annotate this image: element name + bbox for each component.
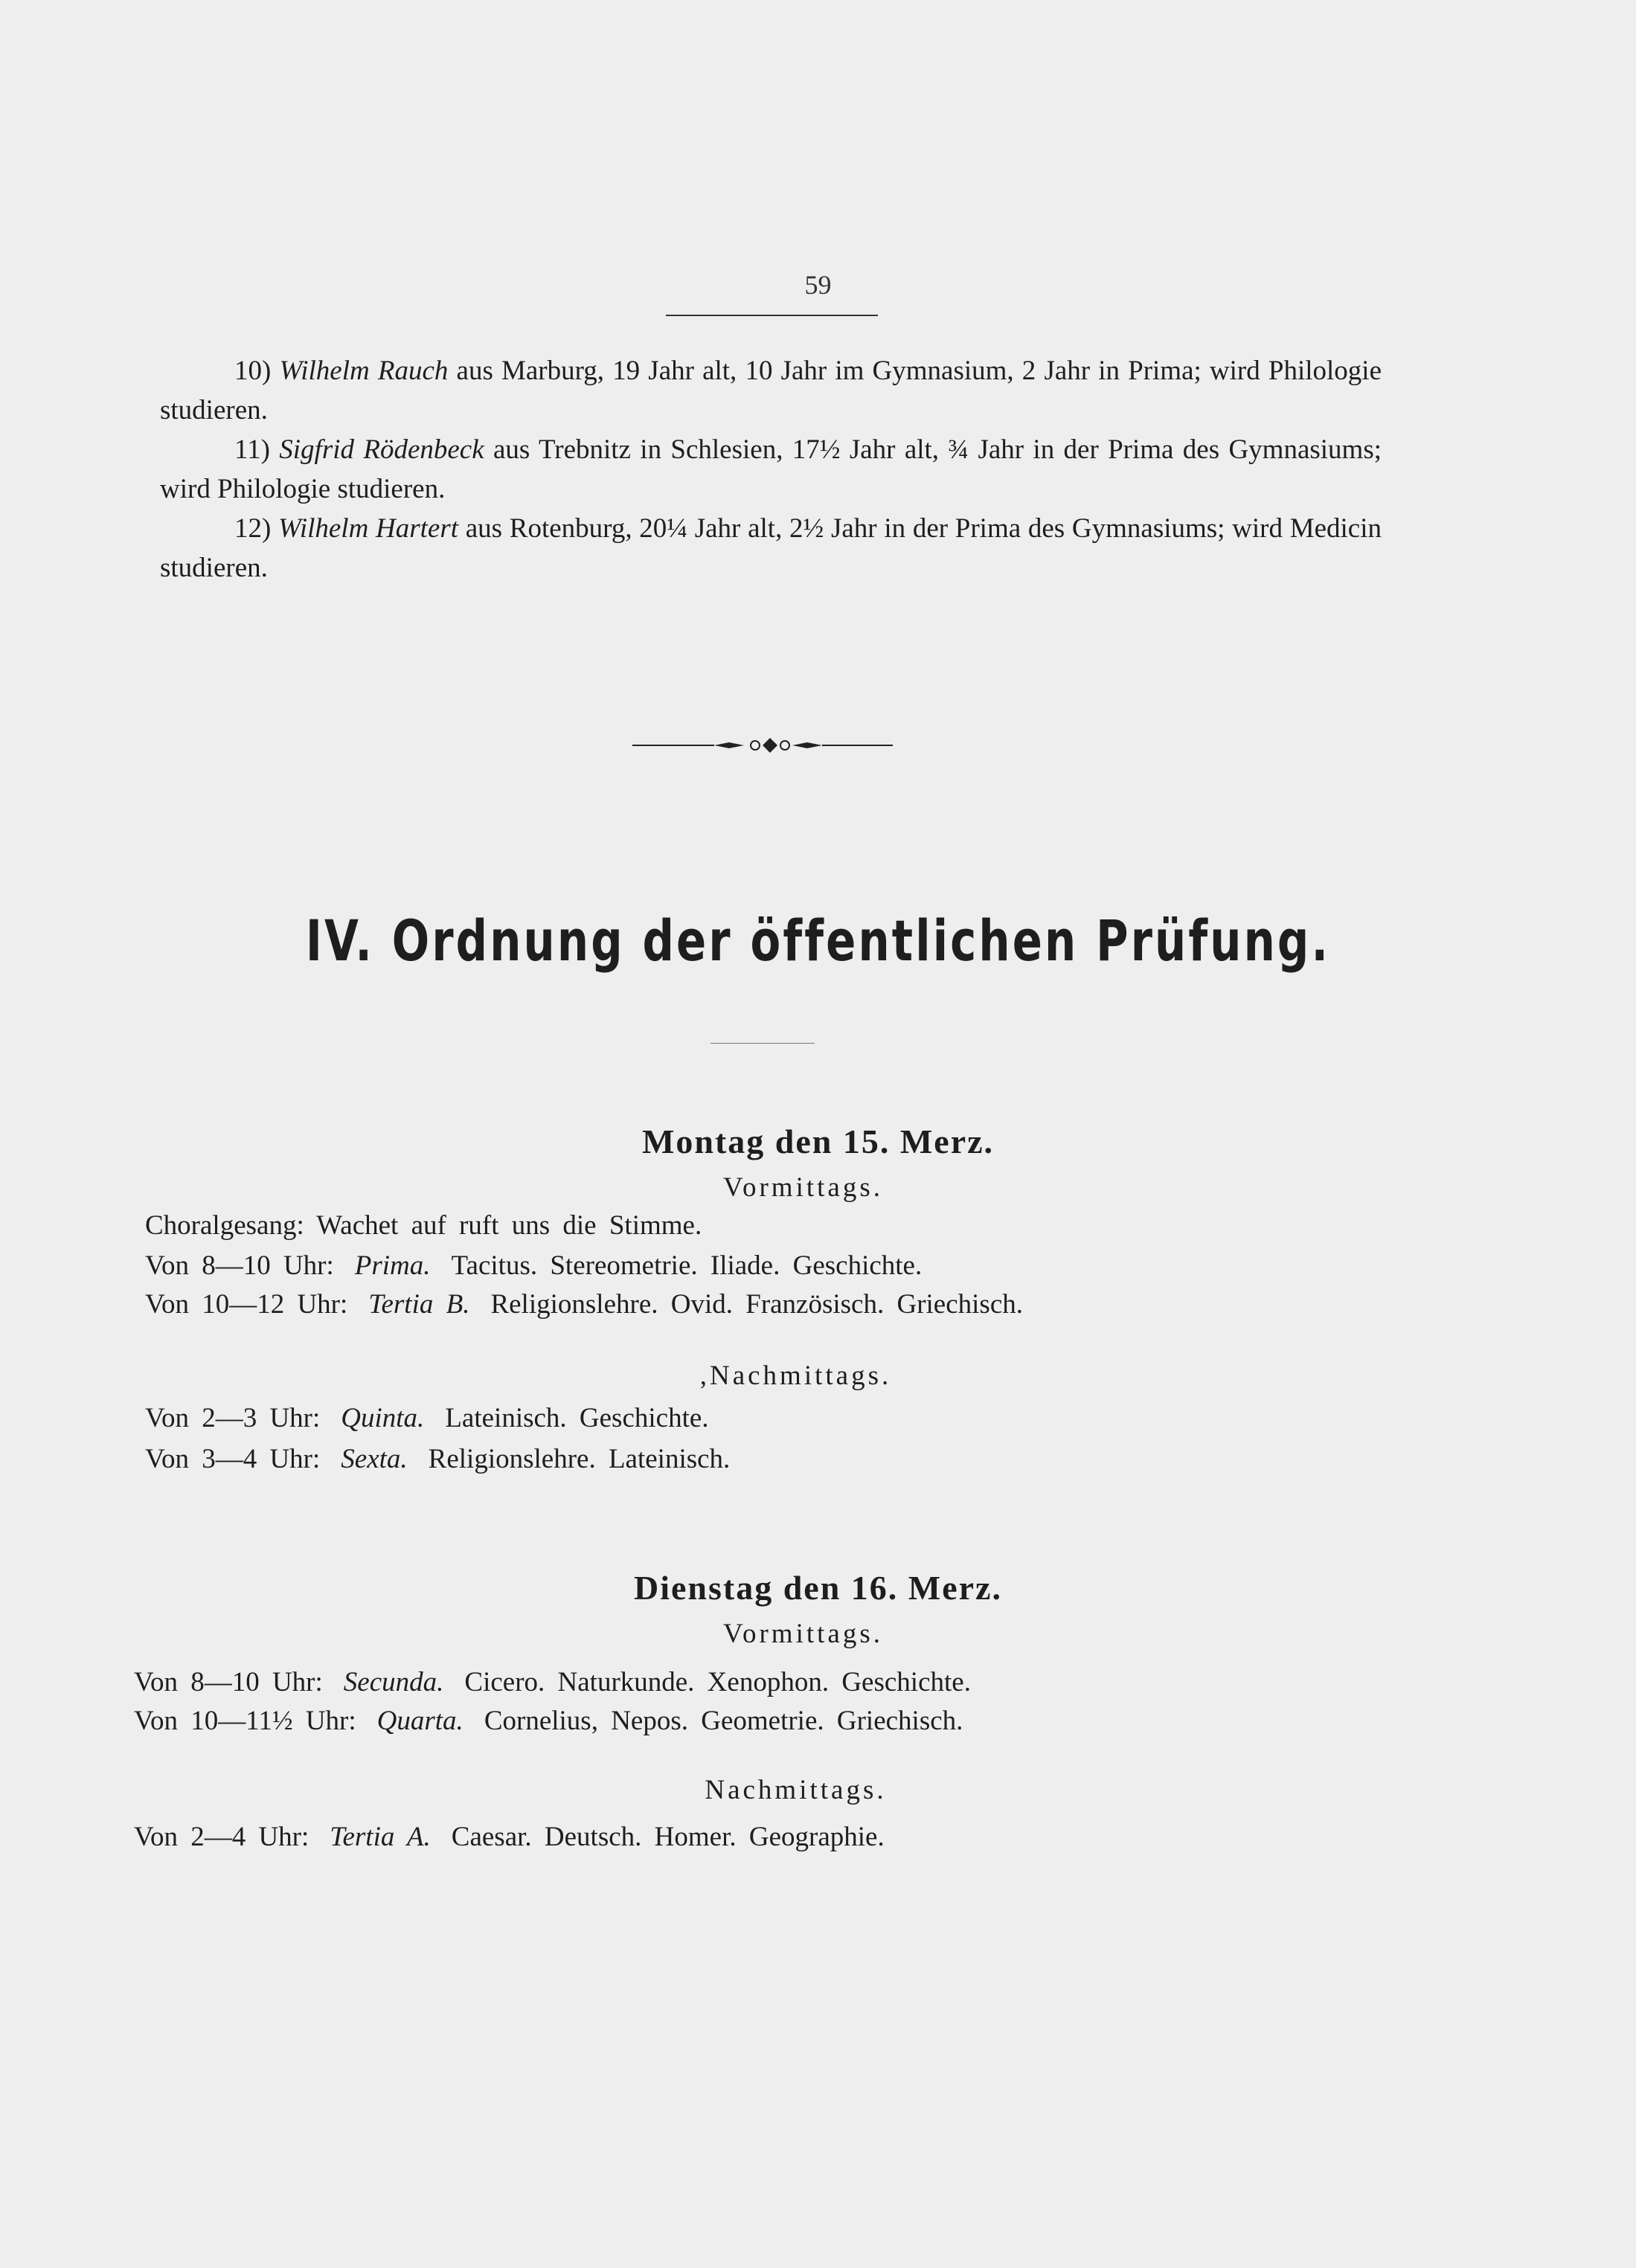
row-class: Prima. bbox=[354, 1250, 431, 1281]
row-subjects: Lateinisch. Geschichte. bbox=[445, 1403, 709, 1433]
schedule-row bbox=[134, 1821, 905, 1853]
row-time: Von 8—10 Uhr: bbox=[145, 1250, 334, 1281]
row-class: Secunda. bbox=[343, 1667, 444, 1697]
entry-name: Wilhelm Hartert bbox=[278, 513, 459, 544]
afternoon-label: ,Nachmittags. bbox=[699, 1361, 892, 1391]
row-time: Von 10—12 Uhr: bbox=[145, 1289, 348, 1320]
choral-line: Choralgesang: Wachet auf ruft uns die Stimme. bbox=[145, 1210, 702, 1241]
schedule-row bbox=[145, 1443, 751, 1475]
entry-12 bbox=[160, 509, 1382, 588]
afternoon-label: Nachmittags. bbox=[705, 1775, 887, 1805]
row-time: Von 2—3 Uhr: bbox=[145, 1403, 321, 1433]
entry-text: aus Marburg, 19 Jahr alt, 10 Jahr im Gymnasium, 2 Jahr in Prima; wird Philologie studieren. bbox=[160, 356, 1382, 425]
row-time: Von 2—4 Uhr: bbox=[134, 1822, 309, 1852]
morning-label: Vormittags. bbox=[723, 1172, 883, 1203]
section-title: IV. Ordnung der öffentlichen Prüfung. bbox=[305, 907, 1331, 974]
row-time: Von 8—10 Uhr: bbox=[134, 1667, 323, 1697]
row-subjects: Religionslehre. Lateinisch. bbox=[428, 1444, 731, 1474]
entry-text: aus Rotenburg, 20¼ Jahr alt, 2½ Jahr in der Prima des Gymnasiums; wird Medicin studieren. bbox=[160, 513, 1382, 583]
entry-number: 11) bbox=[234, 434, 270, 465]
schedule-row bbox=[134, 1666, 992, 1698]
entry-list bbox=[160, 351, 1382, 588]
entry-number: 12) bbox=[234, 513, 272, 544]
row-time: Von 10—11½ Uhr: bbox=[134, 1706, 356, 1736]
entry-text: aus Trebnitz in Schlesien, 17½ Jahr alt, ¾ Jahr in der Prima des Gymnasiums; wird Philologie studieren. bbox=[160, 434, 1382, 504]
row-subjects: Cicero. Naturkunde. Xenophon. Geschichte. bbox=[464, 1667, 971, 1697]
morning-label: Vormittags. bbox=[723, 1619, 883, 1649]
entry-number: 10) bbox=[234, 356, 272, 386]
day-title: Montag den 15. Merz. bbox=[641, 1122, 995, 1160]
row-class: Sexta. bbox=[341, 1444, 408, 1474]
entry-10 bbox=[160, 351, 1382, 430]
row-subjects: Tacitus. Stereometrie. Iliade. Geschichte. bbox=[451, 1250, 923, 1281]
row-subjects: Cornelius, Nepos. Geometrie. Griechisch. bbox=[484, 1706, 963, 1736]
row-class: Tertia B. bbox=[368, 1289, 470, 1320]
row-subjects: Religionslehre. Ovid. Französisch. Griechisch. bbox=[490, 1289, 1023, 1320]
section-rule bbox=[710, 1043, 815, 1044]
entry-11 bbox=[160, 430, 1382, 509]
row-time: Von 3—4 Uhr: bbox=[145, 1444, 321, 1474]
row-class: Tertia A. bbox=[330, 1822, 431, 1852]
schedule-row bbox=[145, 1250, 943, 1282]
ornament-divider bbox=[632, 734, 893, 756]
schedule-row bbox=[145, 1402, 730, 1434]
row-class: Quarta. bbox=[376, 1706, 463, 1736]
page-number-rule bbox=[666, 315, 878, 316]
schedule-row bbox=[134, 1705, 984, 1737]
entry-name: Wilhelm Rauch bbox=[279, 356, 449, 386]
schedule-row bbox=[145, 1288, 1044, 1320]
row-subjects: Caesar. Deutsch. Homer. Geographie. bbox=[451, 1822, 885, 1852]
day-title: Dienstag den 16. Merz. bbox=[634, 1569, 1002, 1607]
entry-name: Sigfrid Rödenbeck bbox=[279, 434, 484, 465]
page-number: 59 bbox=[804, 270, 832, 300]
row-class: Quinta. bbox=[341, 1403, 425, 1433]
